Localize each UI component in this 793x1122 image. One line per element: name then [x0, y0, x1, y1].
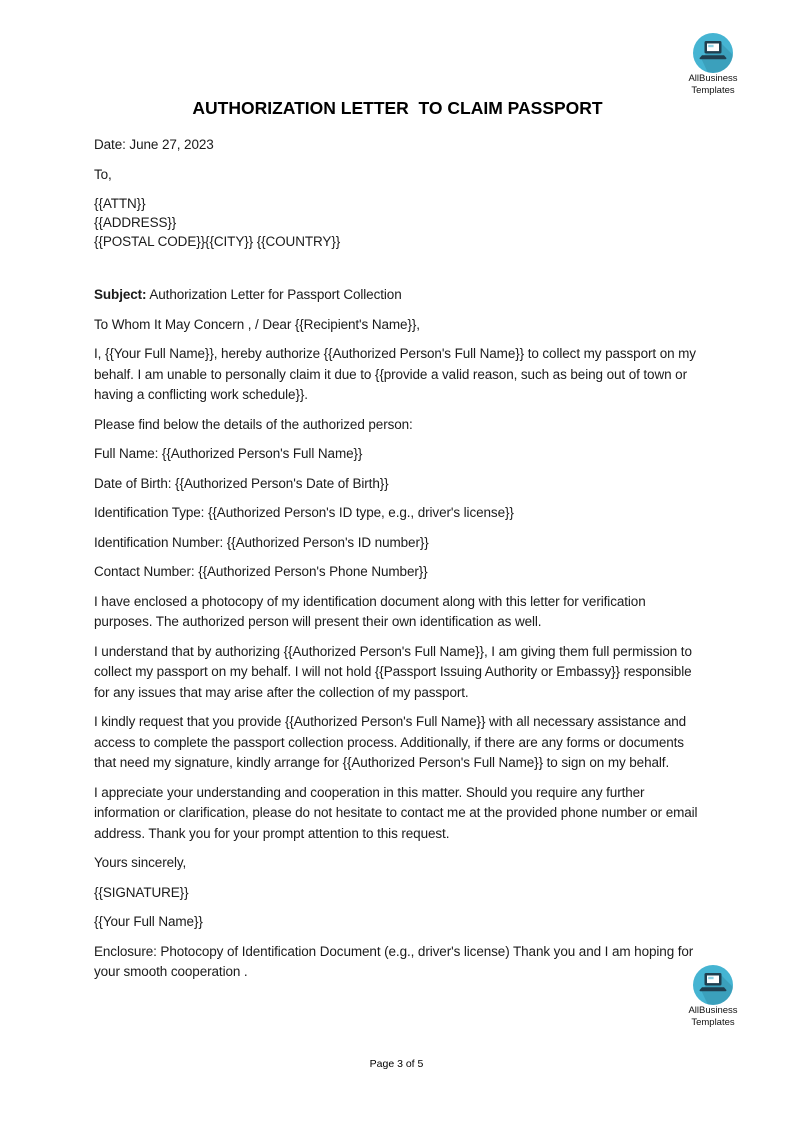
- letter-title: AUTHORIZATION LETTER TO CLAIM PASSPORT: [192, 98, 603, 118]
- address-line-address: {{ADDRESS}}: [94, 215, 177, 230]
- brand-name-line1: AllBusiness: [688, 73, 738, 84]
- brand-name-line1: AllBusiness: [688, 1005, 738, 1016]
- address-line-postal-city-country: {{POSTAL CODE}}{{CITY}} {{COUNTRY}}: [94, 234, 341, 249]
- page-number: Page 3 of 5: [369, 1058, 424, 1070]
- laptop-icon: [693, 965, 733, 1005]
- enclosed-photocopy-paragraph: I have enclosed a photocopy of my identification document along with this letter for verification purposes. The authorized person will present their own identification as well.: [94, 593, 646, 629]
- brand-logo-bottom: [665, 965, 761, 1028]
- detail-id-type: Identification Type: {{Authorized Person's ID type, e.g., driver's license}}: [94, 505, 514, 520]
- to-line: To,: [94, 166, 112, 182]
- authorization-paragraph: I, {{Your Full Name}}, hereby authorize {{Authorized Person's Full Name}} to collect my passport on my behalf. I am unable to personally claim it due to {{provide a valid reason, such as being out of town or having a conflicting work schedule}}.: [94, 346, 696, 402]
- sender-name: {{Your Full Name}}: [94, 914, 203, 929]
- enclosure-note: Enclosure: Photocopy of Identification Document (e.g., driver's license) Thank you and I am hoping for your smooth cooperation .: [94, 943, 694, 979]
- closing: Yours sincerely,: [94, 855, 187, 870]
- signature-placeholder: {{SIGNATURE}}: [94, 884, 189, 900]
- date-line: Date: June 27, 2023: [94, 137, 214, 152]
- detail-contact-number: Contact Number: {{Authorized Person's Phone Number}}: [94, 564, 428, 579]
- assistance-paragraph: I kindly request that you provide {{Authorized Person's Full Name}} with all necessary assistance and access to complete the passport collection process. Additionally, if there are any forms or documents that need my signature, kindly arrange for {{Authorized Person's Full Name}} to sign on my behalf.: [94, 714, 687, 770]
- subject-text: Authorization Letter for Passport Collection: [146, 287, 402, 302]
- permission-paragraph: I understand that by authorizing {{Authorized Person's Full Name}}, I am giving them full permission to collect my passport on my behalf. I will not hold {{Passport Issuing Authority or Embassy}} responsible for any issues that may arise after the collection of my passport.: [94, 643, 692, 700]
- detail-full-name: Full Name: {{Authorized Person's Full Name}}: [94, 446, 363, 461]
- detail-date-of-birth: Date of Birth: {{Authorized Person's Date of Birth}}: [94, 475, 389, 491]
- subject-label: Subject:: [94, 287, 147, 302]
- appreciation-paragraph: I appreciate your understanding and cooperation in this matter. Should you require any further information or clarification, please do not hesitate to contact me at the provided phone number or email address. Thank you for your prompt attention to this request.: [94, 784, 698, 841]
- details-intro: Please find below the details of the authorized person:: [94, 416, 413, 432]
- salutation: To Whom It May Concern , / Dear {{Recipient's Name}},: [94, 316, 420, 332]
- address-line-attn: {{ATTN}}: [94, 196, 146, 211]
- brand-name-line2: Templates: [691, 1016, 735, 1028]
- subject-line: [94, 285, 701, 306]
- brand-name-line2: Templates: [691, 84, 735, 96]
- recipient-address-block: [94, 194, 701, 251]
- detail-id-number: Identification Number: {{Authorized Person's ID number}}: [94, 534, 429, 550]
- letter-body: [94, 0, 701, 992]
